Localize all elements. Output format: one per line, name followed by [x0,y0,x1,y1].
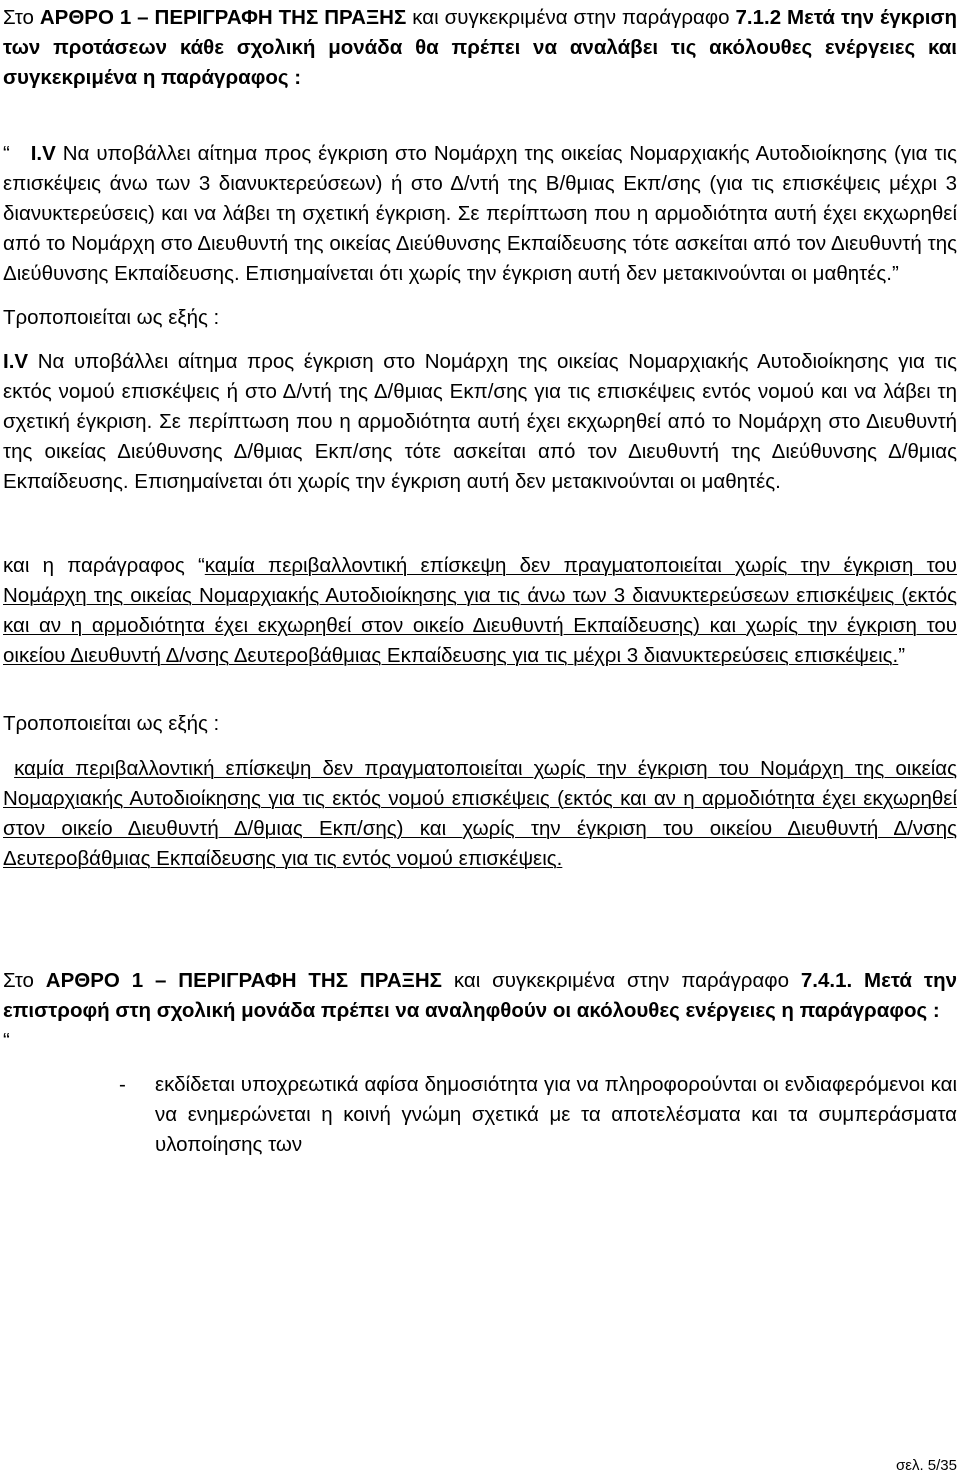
amended-paragraph-2 [3,754,957,874]
bullet-item [3,1070,957,1160]
open-quote-line [3,1026,957,1056]
item-label: Ι.V [3,350,29,373]
section-2-intro [3,966,957,1026]
section-1-intro [3,3,957,93]
amended-paragraph-1 [3,347,957,497]
open-quote: “ [197,554,205,577]
intro-text: Στο [3,969,46,992]
quoted-text: καμία περιβαλλοντική επίσκεψη δεν πραγματοποιείται χωρίς την έγκριση του Νομάρχη της οικείας Νομαρχιακής Αυτοδιοίκησης για τις άνω των 3 διανυκτερεύσεων επισκέψεις (εκτός και αν η αρμοδιότητα έχει εκχωρηθεί στον οικείο Διευθυντή Εκπαίδευσης) και χωρίς την έγκριση του οικείου Διευθυντή Δ/νσης Δευτεροβάθμιας Εκπαίδευσης για τις μέχρι 3 διανυκτερεύσεις επισκέψεις. [3,554,957,667]
bullet-text: εκδίδεται υποχρεωτικά αφίσα δημοσιότητα για να πληροφορούνται οι ενδιαφερόμενοι και να ενημερώνεται η κοινή γνώμη σχετικά με τα αποτελέσματα και τα συμπεράσματα υλοποίησης των [155,1073,957,1156]
close-quote: ” [898,644,906,667]
article-title: ΑΡΘΡΟ 1 – ΠΕΡΙΓΡΑΦΗ ΤΗΣ ΠΡΑΞΗΣ [39,6,407,29]
paragraph-heading: 7.1.2 Μετά την έγκριση των προτάσεων κάθε σχολική μονάδα θα πρέπει να αναλάβει τις ακόλουθες ενέργειες και συγκεκριμένα η παράγραφος : [3,6,957,89]
open-quote: “ [3,1029,10,1052]
amended-text: καμία περιβαλλοντική επίσκεψη δεν πραγματοποιείται χωρίς την έγκριση του Νομάρχη της οικείας Νομαρχιακής Αυτοδιοίκησης για τις εκτός νομού επισκέψεις (εκτός και αν η αρμοδιότητα έχει εκχωρηθεί στον οικείο Διευθυντή Δ/θμιας Εκπ/σης) και χωρίς την έγκριση του οικείου Διευθυντή Δ/νσης Δευτεροβάθμιας Εκπαίδευσης για τις εντός νομού επισκέψεις. [3,757,957,870]
intro-text: και συγκεκριμένα στην παράγραφο [406,6,736,29]
article-title: ΑΡΘΡΟ 1 – ΠΕΡΙΓΡΑΦΗ ΤΗΣ ΠΡΑΞΗΣ [45,969,442,992]
document-page [3,0,957,1160]
intro-text: Στο [3,6,40,29]
item-label: Ι.V [30,142,56,165]
page-number: σελ. 5/35 [896,1457,957,1474]
quoted-paragraph-1 [3,139,957,289]
paragraph-heading: 7.4.1. Μετά την επιστροφή στη σχολική μονάδα πρέπει να αναληφθούν οι ακόλουθες ενέργειες η παράγραφος : [3,969,957,1022]
paragraph-text: Να υποβάλλει αίτημα προς έγκριση στο Νομάρχη της οικείας Νομαρχιακής Αυτοδιοίκησης για τις εκτός νομού επισκέψεις ή στο Δ/ντή της Δ/θμιας Εκπ/σης για τις επισκέψεις εντός νομού και να λάβει τη σχετική έγκριση. Σε περίπτωση που η αρμοδιότητα αυτή έχει εκχωρηθεί από το Νομάρχη στο Διευθυντή της οικείας Διεύθυνσης Δ/θμιας Εκπ/σης τότε ασκείται από τον Διευθυντή της Διεύθυνσης Δ/θμιας Εκπαίδευσης. Επισημαίνεται ότι χωρίς την έγκριση αυτή δεν μετακινούνται οι μαθητές. [3,350,957,493]
dash-marker: - [119,1073,126,1096]
intro-text: και συγκεκριμένα στην παράγραφο [441,969,801,992]
open-quote: “ [3,142,10,165]
quoted-paragraph-2 [3,551,957,671]
paragraph-text: Να υποβάλλει αίτημα προς έγκριση στο Νομάρχη της οικείας Νομαρχιακής Αυτοδιοίκησης (για τις επισκέψεις άνω των 3 διανυκτερεύσεων) ή στο Δ/ντή της Β/θμιας Εκπ/σης (για τις επισκέψεις μέχρι 3 διανυκτερεύσεις) και να λάβει τη σχετική έγκριση. Σε περίπτωση που η αρμοδιότητα αυτή έχει εκχωρηθεί από το Νομάρχη στο Διευθυντή της οικείας Διεύθυνσης Εκπαίδευσης τότε ασκείται από τον Διευθυντή της Διεύθυνσης Εκπαίδευσης. Επισημαίνεται ότι χωρίς την έγκριση αυτή δεν μετακινούνται οι μαθητές. [3,142,957,285]
amendment-heading-1: Τροποποιείται ως εξής : [3,306,220,329]
close-quote: ” [891,262,899,285]
amendment-heading-2: Τροποποιείται ως εξής : [3,712,220,735]
intro-text: και η παράγραφος [3,554,198,577]
